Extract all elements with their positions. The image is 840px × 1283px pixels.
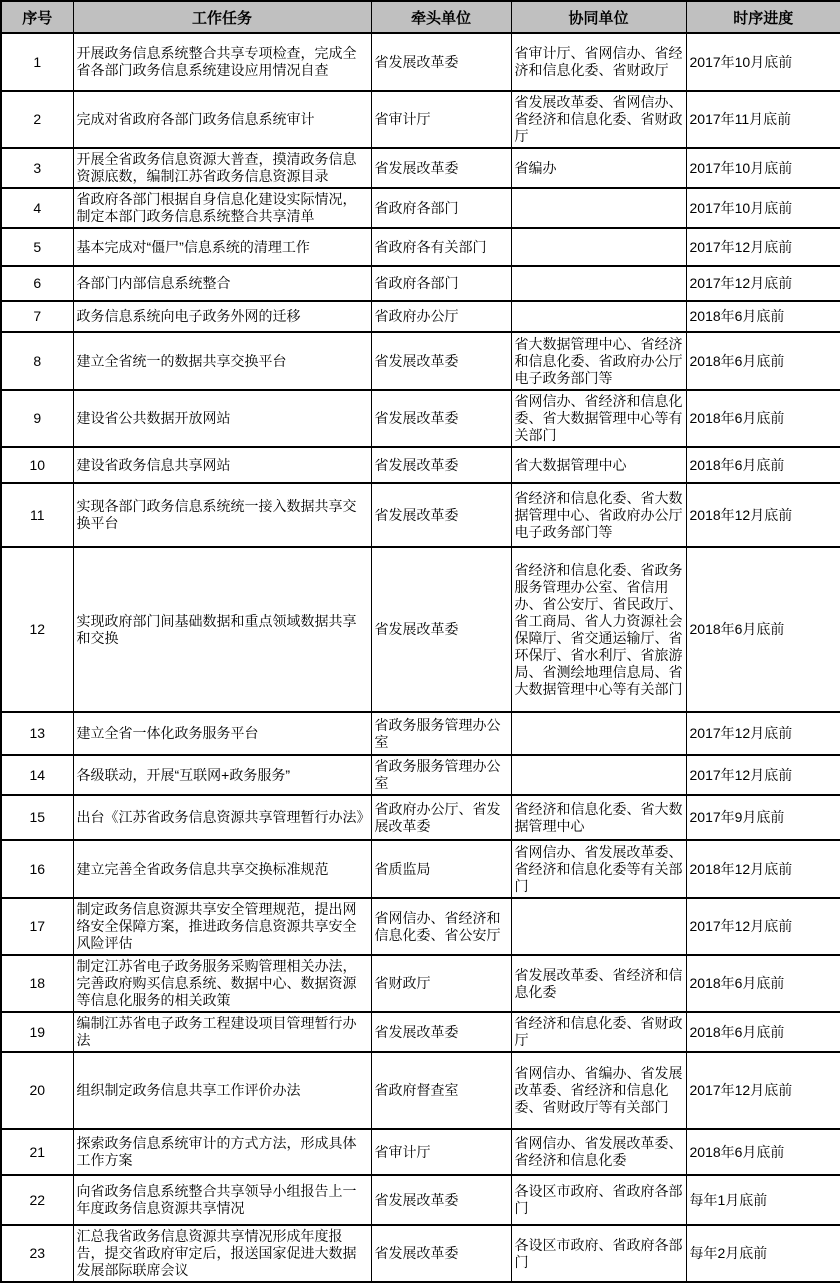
cell-time: 2017年12月底前 bbox=[686, 755, 840, 795]
cell-task: 各部门内部信息系统整合 bbox=[73, 266, 371, 301]
cell-time: 2017年12月底前 bbox=[686, 228, 840, 266]
cell-lead: 省政府办公厅 bbox=[371, 301, 511, 332]
cell-collab: 省编办 bbox=[511, 148, 686, 188]
cell-time: 2018年12月底前 bbox=[686, 483, 840, 547]
cell-lead: 省发展改革委 bbox=[371, 33, 511, 91]
cell-no: 19 bbox=[1, 1012, 73, 1052]
cell-no: 5 bbox=[1, 228, 73, 266]
col-header-no: 序号 bbox=[1, 1, 73, 33]
cell-no: 6 bbox=[1, 266, 73, 301]
cell-time: 2017年11月底前 bbox=[686, 91, 840, 148]
cell-no: 3 bbox=[1, 148, 73, 188]
cell-lead: 省网信办、省经济和信息化委、省公安厅 bbox=[371, 898, 511, 955]
table-row bbox=[1, 898, 840, 955]
header-row bbox=[1, 1, 840, 33]
cell-task: 编制江苏省电子政务工程建设项目管理暂行办法 bbox=[73, 1012, 371, 1052]
cell-collab bbox=[511, 755, 686, 795]
cell-time: 每年1月底前 bbox=[686, 1175, 840, 1225]
cell-task: 制定江苏省电子政务服务采购管理相关办法，完善政府购买信息系统、数据中心、数据资源等信息化服务的相关政策 bbox=[73, 955, 371, 1012]
cell-collab: 省经济和信息化委、省大数据管理中心 bbox=[511, 795, 686, 840]
cell-time: 2017年10月底前 bbox=[686, 33, 840, 91]
cell-task: 省政府各部门根据自身信息化建设实际情况，制定本部门政务信息系统整合共享清单 bbox=[73, 188, 371, 228]
cell-lead: 省审计厅 bbox=[371, 91, 511, 148]
table-row bbox=[1, 795, 840, 840]
cell-time: 2017年9月底前 bbox=[686, 795, 840, 840]
cell-no: 13 bbox=[1, 712, 73, 755]
cell-collab bbox=[511, 228, 686, 266]
cell-lead: 省发展改革委 bbox=[371, 447, 511, 483]
cell-no: 23 bbox=[1, 1225, 73, 1282]
cell-collab: 各设区市政府、省政府各部门 bbox=[511, 1175, 686, 1225]
cell-no: 10 bbox=[1, 447, 73, 483]
cell-time: 2018年6月底前 bbox=[686, 301, 840, 332]
cell-no: 4 bbox=[1, 188, 73, 228]
cell-collab bbox=[511, 712, 686, 755]
cell-no: 2 bbox=[1, 91, 73, 148]
cell-time: 2017年12月底前 bbox=[686, 266, 840, 301]
cell-time: 2017年10月底前 bbox=[686, 188, 840, 228]
table-row bbox=[1, 332, 840, 390]
cell-no: 12 bbox=[1, 547, 73, 712]
table-row bbox=[1, 33, 840, 91]
table-row bbox=[1, 301, 840, 332]
table-header bbox=[1, 1, 840, 33]
cell-lead: 省政府各有关部门 bbox=[371, 228, 511, 266]
cell-no: 8 bbox=[1, 332, 73, 390]
cell-collab: 省网信办、省编办、省发展改革委、省经济和信息化委、省财政厅等有关部门 bbox=[511, 1052, 686, 1129]
table-row bbox=[1, 955, 840, 1012]
table-row bbox=[1, 91, 840, 148]
table-row bbox=[1, 266, 840, 301]
table-row bbox=[1, 188, 840, 228]
cell-no: 22 bbox=[1, 1175, 73, 1225]
cell-task: 建立全省一体化政务服务平台 bbox=[73, 712, 371, 755]
cell-lead: 省政府各部门 bbox=[371, 188, 511, 228]
cell-time: 2018年6月底前 bbox=[686, 390, 840, 447]
cell-task: 开展全省政务信息资源大普查，摸清政务信息资源底数，编制江苏省政务信息资源目录 bbox=[73, 148, 371, 188]
cell-no: 15 bbox=[1, 795, 73, 840]
cell-collab bbox=[511, 301, 686, 332]
cell-collab: 省网信办、省经济和信息化委、省大数据管理中心等有关部门 bbox=[511, 390, 686, 447]
cell-collab: 省网信办、省发展改革委、省经济和信息化委等有关部门 bbox=[511, 840, 686, 898]
table-row bbox=[1, 390, 840, 447]
cell-collab: 省经济和信息化委、省政务服务管理办公室、省信用办、省公安厅、省民政厅、省工商局、省人力资源社会保障厅、省交通运输厅、省环保厅、省水利厅、省旅游局、省测绘地理信息局、省大数据管理中心等有关部门 bbox=[511, 547, 686, 712]
cell-task: 制定政务信息资源共享安全管理规范，提出网络安全保障方案，推进政务信息资源共享安全风险评估 bbox=[73, 898, 371, 955]
cell-collab bbox=[511, 898, 686, 955]
cell-collab: 省大数据管理中心 bbox=[511, 447, 686, 483]
cell-collab: 省发展改革委、省经济和信息化委 bbox=[511, 955, 686, 1012]
cell-lead: 省政务服务管理办公室 bbox=[371, 755, 511, 795]
cell-time: 2018年6月底前 bbox=[686, 332, 840, 390]
cell-task: 实现政府部门间基础数据和重点领域数据共享和交换 bbox=[73, 547, 371, 712]
table-row bbox=[1, 1129, 840, 1175]
cell-no: 9 bbox=[1, 390, 73, 447]
cell-time: 每年2月底前 bbox=[686, 1225, 840, 1282]
cell-no: 16 bbox=[1, 840, 73, 898]
cell-no: 14 bbox=[1, 755, 73, 795]
cell-lead: 省政府办公厅、省发展改革委 bbox=[371, 795, 511, 840]
cell-no: 18 bbox=[1, 955, 73, 1012]
cell-lead: 省发展改革委 bbox=[371, 1175, 511, 1225]
cell-no: 7 bbox=[1, 301, 73, 332]
cell-collab: 各设区市政府、省政府各部门 bbox=[511, 1225, 686, 1282]
cell-lead: 省政府督查室 bbox=[371, 1052, 511, 1129]
cell-collab: 省网信办、省发展改革委、省经济和信息化委 bbox=[511, 1129, 686, 1175]
cell-task: 完成对省政府各部门政务信息系统审计 bbox=[73, 91, 371, 148]
cell-task: 组织制定政务信息共享工作评价办法 bbox=[73, 1052, 371, 1129]
cell-time: 2018年6月底前 bbox=[686, 1012, 840, 1052]
cell-lead: 省发展改革委 bbox=[371, 332, 511, 390]
table-row bbox=[1, 840, 840, 898]
table-row bbox=[1, 1175, 840, 1225]
cell-collab: 省经济和信息化委、省财政厅 bbox=[511, 1012, 686, 1052]
cell-no: 21 bbox=[1, 1129, 73, 1175]
cell-lead: 省发展改革委 bbox=[371, 390, 511, 447]
cell-task: 向省政务信息系统整合共享领导小组报告上一年度政务信息资源共享情况 bbox=[73, 1175, 371, 1225]
cell-lead: 省发展改革委 bbox=[371, 483, 511, 547]
cell-lead: 省发展改革委 bbox=[371, 1225, 511, 1282]
cell-collab: 省发展改革委、省网信办、省经济和信息化委、省财政厅 bbox=[511, 91, 686, 148]
cell-time: 2017年12月底前 bbox=[686, 898, 840, 955]
cell-task: 建立全省统一的数据共享交换平台 bbox=[73, 332, 371, 390]
col-header-lead: 牵头单位 bbox=[371, 1, 511, 33]
cell-collab: 省大数据管理中心、省经济和信息化委、省政府办公厅电子政务部门等 bbox=[511, 332, 686, 390]
cell-no: 17 bbox=[1, 898, 73, 955]
cell-collab: 省经济和信息化委、省大数据管理中心、省政府办公厅电子政务部门等 bbox=[511, 483, 686, 547]
cell-time: 2018年12月底前 bbox=[686, 840, 840, 898]
cell-lead: 省政府各部门 bbox=[371, 266, 511, 301]
table-row bbox=[1, 447, 840, 483]
cell-task: 政务信息系统向电子政务外网的迁移 bbox=[73, 301, 371, 332]
col-header-task: 工作任务 bbox=[73, 1, 371, 33]
table-row bbox=[1, 547, 840, 712]
cell-lead: 省审计厅 bbox=[371, 1129, 511, 1175]
cell-time: 2018年6月底前 bbox=[686, 1129, 840, 1175]
table-row bbox=[1, 1012, 840, 1052]
table-body bbox=[1, 33, 840, 1282]
cell-no: 1 bbox=[1, 33, 73, 91]
cell-lead: 省发展改革委 bbox=[371, 1012, 511, 1052]
cell-lead: 省发展改革委 bbox=[371, 148, 511, 188]
cell-lead: 省财政厅 bbox=[371, 955, 511, 1012]
cell-task: 建立完善全省政务信息共享交换标准规范 bbox=[73, 840, 371, 898]
cell-time: 2017年10月底前 bbox=[686, 148, 840, 188]
cell-task: 建设省公共数据开放网站 bbox=[73, 390, 371, 447]
cell-task: 基本完成对“僵尸”信息系统的清理工作 bbox=[73, 228, 371, 266]
cell-time: 2018年6月底前 bbox=[686, 955, 840, 1012]
cell-lead: 省发展改革委 bbox=[371, 547, 511, 712]
cell-task: 实现各部门政务信息系统统一接入数据共享交换平台 bbox=[73, 483, 371, 547]
cell-collab bbox=[511, 266, 686, 301]
table-row bbox=[1, 712, 840, 755]
cell-no: 20 bbox=[1, 1052, 73, 1129]
cell-lead: 省政务服务管理办公室 bbox=[371, 712, 511, 755]
table-row bbox=[1, 1225, 840, 1282]
col-header-time: 时序进度 bbox=[686, 1, 840, 33]
cell-task: 建设省政务信息共享网站 bbox=[73, 447, 371, 483]
cell-task: 开展政务信息系统整合共享专项检查，完成全省各部门政务信息系统建设应用情况自查 bbox=[73, 33, 371, 91]
cell-task: 出台《江苏省政务信息资源共享管理暂行办法》 bbox=[73, 795, 371, 840]
cell-time: 2018年6月底前 bbox=[686, 547, 840, 712]
table-row bbox=[1, 755, 840, 795]
table-row bbox=[1, 228, 840, 266]
cell-time: 2018年6月底前 bbox=[686, 447, 840, 483]
table-row bbox=[1, 1052, 840, 1129]
table-row bbox=[1, 148, 840, 188]
cell-collab bbox=[511, 188, 686, 228]
cell-collab: 省审计厅、省网信办、省经济和信息化委、省财政厅 bbox=[511, 33, 686, 91]
cell-no: 11 bbox=[1, 483, 73, 547]
table-row bbox=[1, 483, 840, 547]
cell-task: 各级联动，开展“互联网+政务服务” bbox=[73, 755, 371, 795]
col-header-collab: 协同单位 bbox=[511, 1, 686, 33]
cell-task: 探索政务信息系统审计的方式方法，形成具体工作方案 bbox=[73, 1129, 371, 1175]
cell-time: 2017年12月底前 bbox=[686, 1052, 840, 1129]
cell-lead: 省质监局 bbox=[371, 840, 511, 898]
cell-task: 汇总我省政务信息资源共享情况形成年度报告，提交省政府审定后，报送国家促进大数据发展部际联席会议 bbox=[73, 1225, 371, 1282]
cell-time: 2017年12月底前 bbox=[686, 712, 840, 755]
